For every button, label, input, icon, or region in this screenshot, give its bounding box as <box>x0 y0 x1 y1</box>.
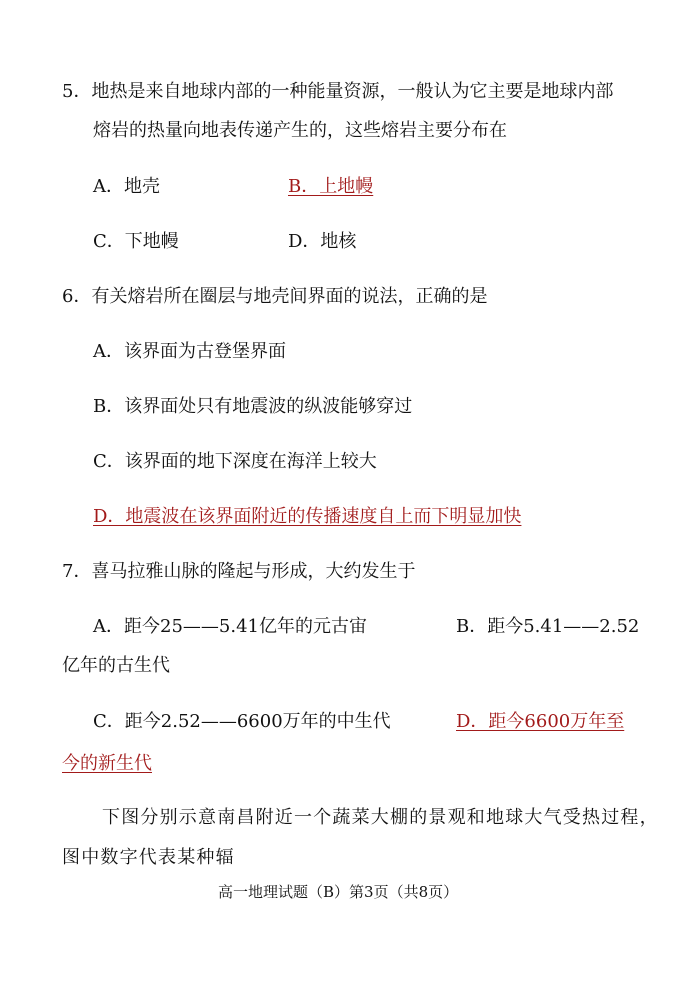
question-6-option-a: A．该界面为古登堡界面 <box>93 341 286 362</box>
intro-paragraph-line-2: 图中数字代表某种辐 <box>62 847 235 868</box>
question-5-stem-line-2: 熔岩的热量向地表传递产生的，这些熔岩主要分布在 <box>93 120 507 141</box>
question-5-option-d: D．地核 <box>288 231 357 252</box>
intro-paragraph-line-1: 下图分别示意南昌附近一个蔬菜大棚的景观和地球大气受热过程， <box>102 807 659 828</box>
question-7-stem: 7．喜马拉雅山脉的隆起与形成，大约发生于 <box>62 561 416 582</box>
question-7-option-c: C．距今2.52——6600万年的中生代 <box>93 711 391 732</box>
question-5-stem-line-1: 5．地热是来自地球内部的一种能量资源，一般认为它主要是地球内部 <box>62 81 614 102</box>
question-5-option-b-answer: B．上地幔 <box>288 176 374 197</box>
question-6-stem: 6．有关熔岩所在圈层与地壳间界面的说法，正确的是 <box>62 286 488 307</box>
question-6-option-c: C．该界面的地下深度在海洋上较大 <box>93 451 377 472</box>
page-footer: 高一地理试题（B）第3页（共8页） <box>218 883 459 901</box>
question-6-option-d-answer: D．地震波在该界面附近的传播速度自上而下明显加快 <box>93 506 522 527</box>
question-7-option-b-line-1: B．距今5.41——2.52 <box>456 616 640 637</box>
question-7-option-d-answer-line-1: D．距今6600万年至 <box>456 711 625 732</box>
question-5-option-a: A．地壳 <box>93 176 160 197</box>
question-7-option-d-answer-line-2: 今的新生代 <box>62 753 152 774</box>
question-5-option-c: C．下地幔 <box>93 231 179 252</box>
question-6-option-b: B．该界面处只有地震波的纵波能够穿过 <box>93 396 413 417</box>
question-7-option-b-line-2: 亿年的古生代 <box>62 655 170 676</box>
question-7-option-a: A．距今25——5.41亿年的元古宙 <box>93 616 367 637</box>
